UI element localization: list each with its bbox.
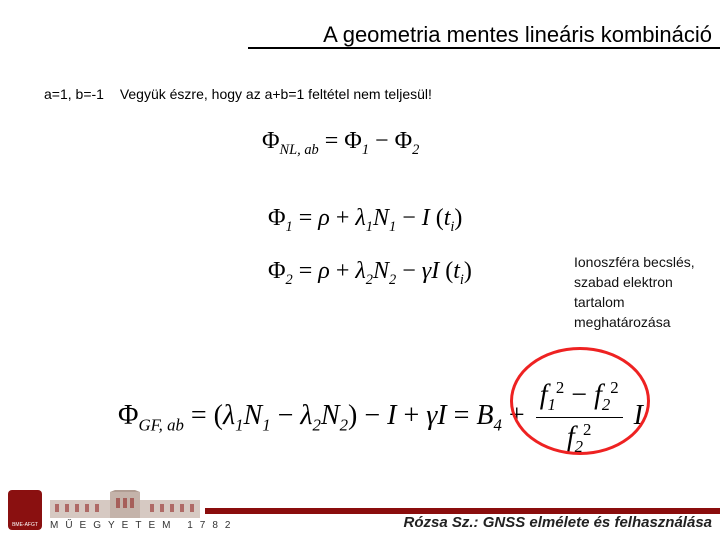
university-name: MŰEGYETEM 1782 [50,520,238,531]
gf-fraction: $\frac{f_1^2 - f_2^2}{f_2^2}$ [536,378,623,457]
equation-phi-nl: $\Phi_{NL, ab} = \Phi_1 - \Phi_2$ [262,128,420,158]
university-logo [8,490,42,530]
building-illustration [50,490,200,518]
title-underline [248,47,720,49]
case-row [44,86,432,102]
equation-phi-1: $\Phi_1 = \rho + \lambda_1N_1 - I$ $(t_i)$ [268,205,463,235]
case-label: a=1, b=-1 [44,86,104,102]
ionosphere-note: Ionoszféra becslés, szabad elektron tartalom meghatározása [574,254,695,330]
logo-text: BME-AFGT [12,522,38,528]
condition-text: Vegyük észre, hogy az a+b=1 feltétel nem teljesül! [119,86,432,102]
footer-text: Rózsa Sz.: GNSS elmélete és felhasználása [403,514,712,531]
equation-phi-2: $\Phi_2 = \rho + \lambda_2N_2 - \gamma I$ $(t_i)$ [268,258,472,288]
equation-phi-gf: $\Phi_{GF, ab} = (\lambda_1N_1 - \lambda_2N_2) - I + \gamma I = B_4$ + $\frac{f_1^2 - f_2^2}{f_2^2}$ I [118,378,643,456]
slide-title: A geometria mentes lineáris kombináció [323,22,712,47]
highlight-circle [510,347,650,455]
